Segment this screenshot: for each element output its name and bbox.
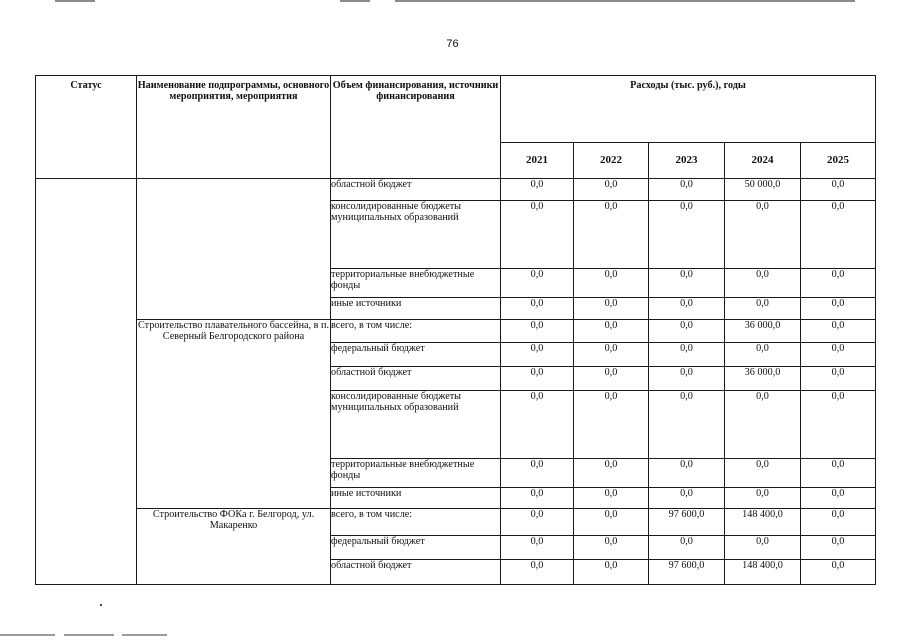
source-label: консолидированные бюджеты муниципальных образований [331, 201, 501, 269]
scan-speck [100, 604, 102, 606]
header-year-2023: 2023 [649, 143, 725, 179]
header-status: Статус [36, 76, 137, 179]
value-2023: 97 600,0 [649, 560, 725, 585]
header-year-2022: 2022 [574, 143, 649, 179]
value-2022: 0,0 [574, 509, 649, 536]
value-2025: 0,0 [801, 509, 876, 536]
header-expenses: Расходы (тыс. руб.), годы [501, 76, 876, 143]
program-name [137, 179, 331, 320]
value-2023: 0,0 [649, 343, 725, 367]
value-2021: 0,0 [501, 269, 574, 298]
source-label: консолидированные бюджеты муниципальных образований [331, 391, 501, 459]
value-2022: 0,0 [574, 298, 649, 320]
value-2023: 0,0 [649, 459, 725, 488]
value-2025: 0,0 [801, 201, 876, 269]
value-2022: 0,0 [574, 320, 649, 343]
value-2024: 0,0 [725, 269, 801, 298]
value-2021: 0,0 [501, 488, 574, 509]
value-2021: 0,0 [501, 536, 574, 560]
value-2025: 0,0 [801, 269, 876, 298]
value-2022: 0,0 [574, 269, 649, 298]
header-year-2021: 2021 [501, 143, 574, 179]
value-2025: 0,0 [801, 367, 876, 391]
program-name: Строительство плавательного бассейна, в п. Северный Белгородского района [137, 320, 331, 509]
source-label: областной бюджет [331, 367, 501, 391]
value-2023: 0,0 [649, 488, 725, 509]
value-2022: 0,0 [574, 201, 649, 269]
header-year-2025: 2025 [801, 143, 876, 179]
source-label: иные источники [331, 488, 501, 509]
value-2022: 0,0 [574, 560, 649, 585]
value-2023: 0,0 [649, 201, 725, 269]
value-2023: 0,0 [649, 391, 725, 459]
source-label: всего, в том числе: [331, 509, 501, 536]
value-2025: 0,0 [801, 459, 876, 488]
source-label: областной бюджет [331, 179, 501, 201]
header-volume: Объем финансирования, источники финансирования [331, 76, 501, 179]
value-2024: 0,0 [725, 536, 801, 560]
value-2025: 0,0 [801, 343, 876, 367]
value-2022: 0,0 [574, 367, 649, 391]
value-2023: 97 600,0 [649, 509, 725, 536]
value-2025: 0,0 [801, 391, 876, 459]
page-number: 76 [446, 38, 459, 50]
source-label: территориальные внебюджетные фонды [331, 269, 501, 298]
value-2024: 0,0 [725, 488, 801, 509]
value-2025: 0,0 [801, 320, 876, 343]
value-2022: 0,0 [574, 459, 649, 488]
value-2024: 0,0 [725, 459, 801, 488]
value-2023: 0,0 [649, 320, 725, 343]
value-2022: 0,0 [574, 179, 649, 201]
value-2023: 0,0 [649, 367, 725, 391]
value-2024: 148 400,0 [725, 560, 801, 585]
value-2025: 0,0 [801, 488, 876, 509]
budget-table [35, 75, 876, 585]
program-name: Строительство ФОКа г. Белгород, ул. Макаренко [137, 509, 331, 585]
scan-edge-top [0, 0, 905, 3]
header-year-2024: 2024 [725, 143, 801, 179]
value-2023: 0,0 [649, 536, 725, 560]
value-2025: 0,0 [801, 536, 876, 560]
source-label: федеральный бюджет [331, 343, 501, 367]
value-2025: 0,0 [801, 298, 876, 320]
value-2022: 0,0 [574, 343, 649, 367]
value-2024: 0,0 [725, 201, 801, 269]
value-2022: 0,0 [574, 391, 649, 459]
value-2024: 50 000,0 [725, 179, 801, 201]
value-2024: 0,0 [725, 391, 801, 459]
value-2024: 148 400,0 [725, 509, 801, 536]
value-2022: 0,0 [574, 488, 649, 509]
value-2025: 0,0 [801, 179, 876, 201]
value-2021: 0,0 [501, 320, 574, 343]
source-label: федеральный бюджет [331, 536, 501, 560]
value-2021: 0,0 [501, 560, 574, 585]
scan-edge-bottom [0, 634, 905, 638]
header-name: Наименование подпрограммы, основного мероприятия, мероприятия [137, 76, 331, 179]
value-2021: 0,0 [501, 367, 574, 391]
source-label: территориальные внебюджетные фонды [331, 459, 501, 488]
value-2021: 0,0 [501, 298, 574, 320]
value-2021: 0,0 [501, 509, 574, 536]
source-label: иные источники [331, 298, 501, 320]
source-label: областной бюджет [331, 560, 501, 585]
value-2024: 0,0 [725, 298, 801, 320]
source-label: всего, в том числе: [331, 320, 501, 343]
value-2025: 0,0 [801, 560, 876, 585]
value-2023: 0,0 [649, 269, 725, 298]
value-2024: 36 000,0 [725, 320, 801, 343]
value-2021: 0,0 [501, 179, 574, 201]
value-2021: 0,0 [501, 459, 574, 488]
value-2021: 0,0 [501, 201, 574, 269]
status-cell [36, 179, 137, 585]
value-2024: 0,0 [725, 343, 801, 367]
value-2024: 36 000,0 [725, 367, 801, 391]
value-2021: 0,0 [501, 391, 574, 459]
value-2022: 0,0 [574, 536, 649, 560]
value-2023: 0,0 [649, 298, 725, 320]
value-2021: 0,0 [501, 343, 574, 367]
value-2023: 0,0 [649, 179, 725, 201]
